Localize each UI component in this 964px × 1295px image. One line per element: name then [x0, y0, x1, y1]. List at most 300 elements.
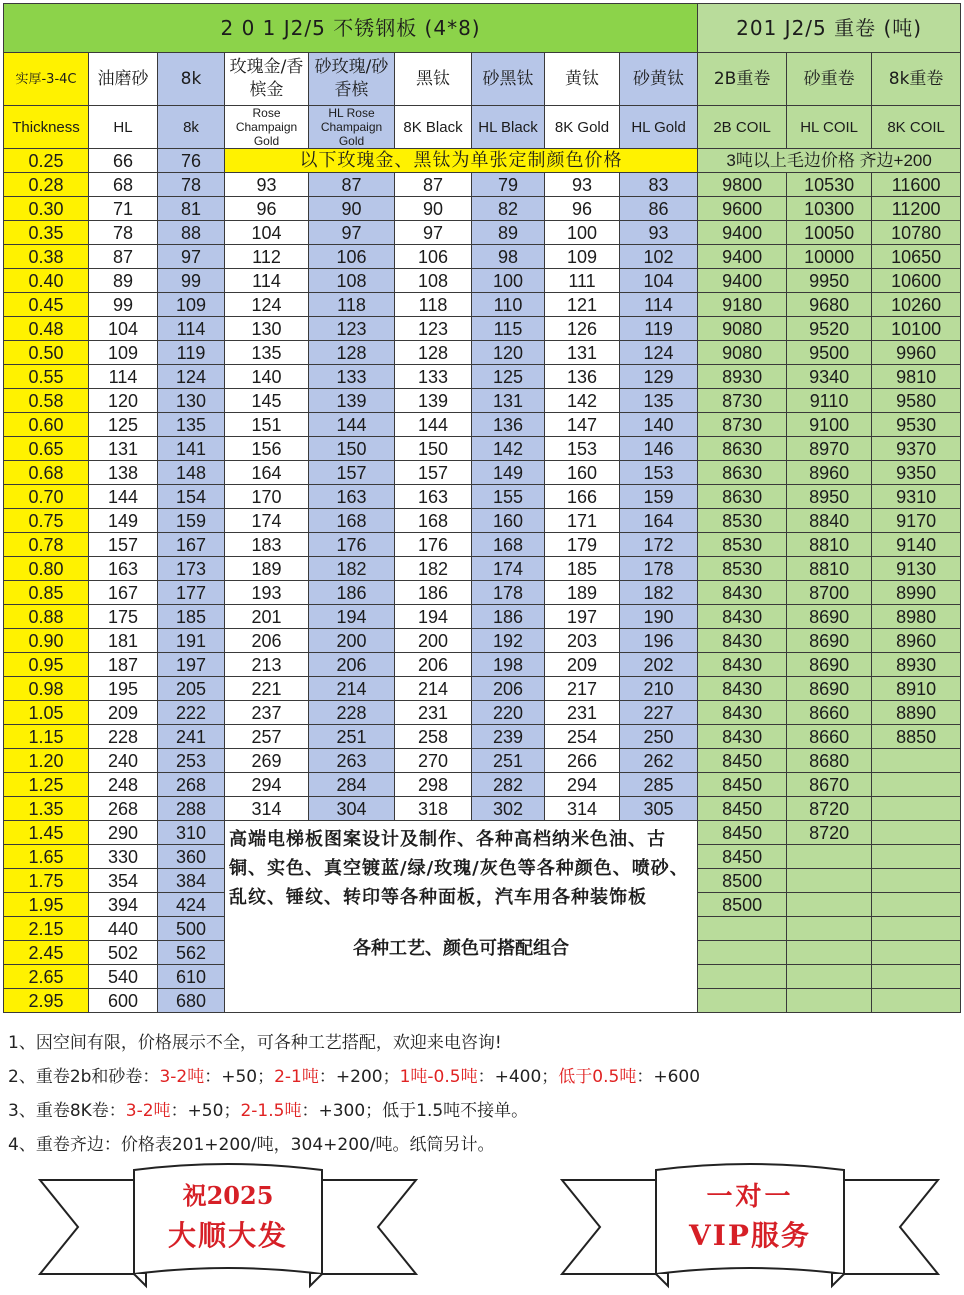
thickness-cell: 0.30: [4, 197, 89, 221]
table-row: [4, 365, 961, 389]
color-price-cell: 206: [309, 653, 395, 677]
color-price-cell: 121: [545, 293, 620, 317]
coil-banner: 3吨以上毛边价格 齐边+200: [698, 149, 961, 173]
hl-price-cell: 181: [89, 629, 158, 653]
hl-price-cell: 114: [89, 365, 158, 389]
coil-price-cell: 10780: [872, 221, 961, 245]
color-price-cell: 194: [395, 605, 472, 629]
color-price-cell: 183: [225, 533, 309, 557]
header-cn-cell: 砂重卷: [787, 53, 872, 106]
k8-price-cell: 119: [158, 341, 225, 365]
coil-price-cell: 8730: [698, 389, 787, 413]
color-price-cell: 186: [395, 581, 472, 605]
color-price-cell: 98: [472, 245, 545, 269]
color-price-cell: 251: [472, 749, 545, 773]
hl-price-cell: 104: [89, 317, 158, 341]
color-price-cell: 254: [545, 725, 620, 749]
thickness-cell: 1.45: [4, 821, 89, 845]
hl-price-cell: 109: [89, 341, 158, 365]
color-price-cell: 186: [472, 605, 545, 629]
coil-price-cell: 8500: [698, 869, 787, 893]
color-price-cell: 93: [620, 221, 698, 245]
k8-price-cell: 135: [158, 413, 225, 437]
coil-price-cell: [872, 773, 961, 797]
hl-price-cell: 87: [89, 245, 158, 269]
header-cn-cell: 玫瑰金/香槟金: [225, 53, 309, 106]
coil-price-cell: 9950: [787, 269, 872, 293]
color-price-cell: 189: [545, 581, 620, 605]
promo-text: 高端电梯板图案设计及制作、各种高档纳米色油、古铜、实色、真空镀蓝/绿/玫瑰/灰色等各种颜色、喷砂、乱纹、锤纹、转印等各种面板，汽车用各种装饰板: [229, 829, 689, 908]
table-row: [4, 797, 961, 821]
color-price-cell: 251: [309, 725, 395, 749]
hl-price-cell: 138: [89, 461, 158, 485]
thickness-cell: 0.85: [4, 581, 89, 605]
coil-price-cell: 8430: [698, 629, 787, 653]
color-price-cell: 97: [309, 221, 395, 245]
color-price-cell: 182: [620, 581, 698, 605]
color-price-cell: 128: [309, 341, 395, 365]
table-row: [4, 701, 961, 725]
coil-price-cell: 9400: [698, 269, 787, 293]
color-price-cell: 114: [620, 293, 698, 317]
coil-price-cell: 8530: [698, 509, 787, 533]
color-price-cell: 170: [225, 485, 309, 509]
coil-price-cell: [872, 893, 961, 917]
k8-price-cell: 173: [158, 557, 225, 581]
ribbon-right: [560, 1162, 940, 1292]
ribbon-right-line2: VIP服务: [689, 1219, 811, 1252]
color-price-cell: 100: [545, 221, 620, 245]
coil-price-cell: 8840: [787, 509, 872, 533]
k8-price-cell: 424: [158, 893, 225, 917]
header-cn-cell: 8k重卷: [872, 53, 961, 106]
coil-price-cell: [787, 989, 872, 1013]
coil-price-cell: 8690: [787, 677, 872, 701]
table-row: [4, 173, 961, 197]
hl-price-cell: 394: [89, 893, 158, 917]
coil-price-cell: [787, 893, 872, 917]
coil-price-cell: 8430: [698, 581, 787, 605]
note-2-d: 2-1吨: [274, 1067, 319, 1087]
thickness-cell: 0.40: [4, 269, 89, 293]
promo-sub: 各种工艺、颜色可搭配组合: [353, 938, 570, 959]
color-price-cell: 109: [545, 245, 620, 269]
hl-price-cell: 600: [89, 989, 158, 1013]
coil-price-cell: 8720: [787, 821, 872, 845]
color-price-cell: 136: [545, 365, 620, 389]
coil-price-cell: 8690: [787, 605, 872, 629]
color-price-cell: 203: [545, 629, 620, 653]
color-price-cell: 144: [395, 413, 472, 437]
hl-price-cell: 248: [89, 773, 158, 797]
thickness-cell: 0.55: [4, 365, 89, 389]
coil-price-cell: 10530: [787, 173, 872, 197]
color-price-cell: 133: [309, 365, 395, 389]
coil-price-cell: 8630: [698, 461, 787, 485]
header-cn-cell: 油磨砂: [89, 53, 158, 106]
color-price-cell: 142: [472, 437, 545, 461]
color-price-cell: 160: [472, 509, 545, 533]
color-price-cell: 96: [225, 197, 309, 221]
hl-price-cell: 78: [89, 221, 158, 245]
hl-price-cell: 330: [89, 845, 158, 869]
color-price-cell: 270: [395, 749, 472, 773]
hl-price-cell: 144: [89, 485, 158, 509]
coil-price-cell: 9370: [872, 437, 961, 461]
ribbon-left-line2: 大顺大发: [167, 1219, 288, 1252]
coil-price-cell: 8450: [698, 845, 787, 869]
color-price-cell: 196: [620, 629, 698, 653]
thickness-cell: 1.15: [4, 725, 89, 749]
thickness-cell: 0.98: [4, 677, 89, 701]
color-price-cell: 155: [472, 485, 545, 509]
color-price-cell: 227: [620, 701, 698, 725]
thickness-cell: 0.25: [4, 149, 89, 173]
k8-price-cell: 114: [158, 317, 225, 341]
thickness-cell: 0.48: [4, 317, 89, 341]
color-price-cell: 318: [395, 797, 472, 821]
color-price-cell: 145: [225, 389, 309, 413]
coil-price-cell: 8630: [698, 485, 787, 509]
color-price-cell: 263: [309, 749, 395, 773]
color-price-cell: 100: [472, 269, 545, 293]
note-2-b: 3-2吨: [159, 1067, 205, 1087]
color-price-cell: 124: [225, 293, 309, 317]
thickness-cell: 2.45: [4, 941, 89, 965]
color-price-cell: 126: [545, 317, 620, 341]
ribbon-right-line1: 一对一: [706, 1182, 794, 1212]
note-2-f: 1吨-0.5吨: [399, 1067, 478, 1087]
coil-price-cell: [872, 989, 961, 1013]
coil-price-cell: 9500: [787, 341, 872, 365]
color-price-cell: 153: [545, 437, 620, 461]
color-price-cell: 168: [472, 533, 545, 557]
k8-price-cell: 310: [158, 821, 225, 845]
header-cn-cell: 黑钛: [395, 53, 472, 106]
color-price-cell: 142: [545, 389, 620, 413]
coil-price-cell: 9350: [872, 461, 961, 485]
color-price-cell: 202: [620, 653, 698, 677]
color-price-cell: 214: [309, 677, 395, 701]
k8-price-cell: 177: [158, 581, 225, 605]
note-2-e: ：+200；: [318, 1067, 400, 1087]
hl-price-cell: 167: [89, 581, 158, 605]
thickness-cell: 1.35: [4, 797, 89, 821]
color-price-cell: 144: [309, 413, 395, 437]
color-price-cell: 304: [309, 797, 395, 821]
color-price-cell: 125: [472, 365, 545, 389]
hl-price-cell: 240: [89, 749, 158, 773]
coil-price-cell: 8970: [787, 437, 872, 461]
coil-price-cell: 8660: [787, 701, 872, 725]
color-price-cell: 250: [620, 725, 698, 749]
thickness-cell: 0.45: [4, 293, 89, 317]
coil-price-cell: 8700: [787, 581, 872, 605]
note-2-a: 2、重卷2b和砂卷：: [8, 1067, 160, 1087]
coil-price-cell: 8530: [698, 533, 787, 557]
color-price-cell: 262: [620, 749, 698, 773]
coil-price-cell: 9170: [872, 509, 961, 533]
coil-price-cell: 8430: [698, 725, 787, 749]
color-price-cell: 131: [545, 341, 620, 365]
color-price-cell: 90: [309, 197, 395, 221]
coil-price-cell: 9400: [698, 221, 787, 245]
hl-price-cell: 157: [89, 533, 158, 557]
coil-price-cell: 8660: [787, 725, 872, 749]
note-4-text: 4、重卷齐边：价格表201+200/吨，304+200/吨。纸筒另计。: [8, 1135, 495, 1155]
header-cn-cell: 砂玫瑰/砂香槟: [309, 53, 395, 106]
color-price-cell: 160: [545, 461, 620, 485]
thickness-cell: 1.75: [4, 869, 89, 893]
k8-price-cell: 191: [158, 629, 225, 653]
thickness-cell: 2.95: [4, 989, 89, 1013]
color-price-cell: 150: [309, 437, 395, 461]
note-3-c: ：+50；: [170, 1101, 241, 1121]
color-price-cell: 139: [309, 389, 395, 413]
color-price-cell: 201: [225, 605, 309, 629]
color-price-cell: 298: [395, 773, 472, 797]
table-row: [4, 773, 961, 797]
coil-price-cell: 11600: [872, 173, 961, 197]
color-price-cell: 151: [225, 413, 309, 437]
color-price-cell: 118: [309, 293, 395, 317]
hl-price-cell: 66: [89, 149, 158, 173]
table-row: [4, 581, 961, 605]
color-price-cell: 131: [472, 389, 545, 413]
coil-price-cell: 8990: [872, 581, 961, 605]
color-price-cell: 193: [225, 581, 309, 605]
color-price-cell: 221: [225, 677, 309, 701]
color-price-cell: 228: [309, 701, 395, 725]
color-price-cell: 168: [309, 509, 395, 533]
header-cn-cell: 实厚-3-4C: [4, 53, 89, 106]
coil-price-cell: 8980: [872, 605, 961, 629]
color-price-cell: 172: [620, 533, 698, 557]
header-cn-cell: 8k: [158, 53, 225, 106]
color-price-cell: 305: [620, 797, 698, 821]
color-price-cell: 200: [309, 629, 395, 653]
coil-price-cell: 9580: [872, 389, 961, 413]
coil-price-cell: 11200: [872, 197, 961, 221]
hl-price-cell: 149: [89, 509, 158, 533]
color-price-cell: 118: [395, 293, 472, 317]
hl-price-cell: 502: [89, 941, 158, 965]
note-1-text: 1、因空间有限，价格展示不全，可各种工艺搭配，欢迎来电咨询!: [8, 1033, 502, 1053]
color-price-cell: 192: [472, 629, 545, 653]
color-price-cell: 194: [309, 605, 395, 629]
thickness-cell: 1.65: [4, 845, 89, 869]
header-row-en: [4, 106, 961, 149]
hl-price-cell: 540: [89, 965, 158, 989]
color-price-cell: 93: [225, 173, 309, 197]
color-price-cell: 176: [309, 533, 395, 557]
table-row: [4, 677, 961, 701]
k8-price-cell: 205: [158, 677, 225, 701]
color-price-cell: 164: [620, 509, 698, 533]
coil-price-cell: 8430: [698, 677, 787, 701]
color-price-cell: 206: [225, 629, 309, 653]
coil-price-cell: 8630: [698, 437, 787, 461]
k8-price-cell: 148: [158, 461, 225, 485]
coil-price-cell: 9810: [872, 365, 961, 389]
color-price-cell: 108: [309, 269, 395, 293]
color-price-cell: 269: [225, 749, 309, 773]
header-en-cell: 8K Gold: [545, 106, 620, 149]
header-en-cell: HL COIL: [787, 106, 872, 149]
color-price-cell: 124: [620, 341, 698, 365]
table-row: [4, 317, 961, 341]
coil-price-cell: 8960: [787, 461, 872, 485]
thickness-cell: 0.35: [4, 221, 89, 245]
hl-price-cell: 228: [89, 725, 158, 749]
coil-price-cell: [698, 989, 787, 1013]
header-en-cell: HL Rose Champaign Gold: [309, 106, 395, 149]
notes-section: [8, 1030, 948, 1166]
k8-price-cell: 99: [158, 269, 225, 293]
thickness-cell: 0.60: [4, 413, 89, 437]
k8-price-cell: 360: [158, 845, 225, 869]
table-row: [4, 509, 961, 533]
coil-price-cell: 9680: [787, 293, 872, 317]
coil-price-cell: [698, 917, 787, 941]
color-price-cell: 164: [225, 461, 309, 485]
color-price-cell: 163: [309, 485, 395, 509]
price-sheet: [3, 3, 960, 1013]
table-row: [4, 821, 961, 845]
color-price-cell: 108: [395, 269, 472, 293]
coil-price-cell: 8930: [872, 653, 961, 677]
hl-price-cell: 268: [89, 797, 158, 821]
color-price-cell: 200: [395, 629, 472, 653]
thickness-cell: 1.95: [4, 893, 89, 917]
thickness-cell: 0.65: [4, 437, 89, 461]
k8-price-cell: 167: [158, 533, 225, 557]
thickness-cell: 1.25: [4, 773, 89, 797]
thickness-cell: 0.78: [4, 533, 89, 557]
sheet-title: 2 0 1 J2/5 不锈钢板 (4*8): [4, 4, 698, 53]
header-en-cell: HL Gold: [620, 106, 698, 149]
header-cn-cell: 黄钛: [545, 53, 620, 106]
coil-price-cell: 8450: [698, 749, 787, 773]
hl-price-cell: 175: [89, 605, 158, 629]
coil-price-cell: 10100: [872, 317, 961, 341]
header-cn-cell: 砂黄钛: [620, 53, 698, 106]
table-row: [4, 629, 961, 653]
coil-price-cell: [787, 869, 872, 893]
coil-price-cell: 9080: [698, 341, 787, 365]
color-price-cell: 102: [620, 245, 698, 269]
color-price-cell: 104: [620, 269, 698, 293]
color-price-cell: 140: [225, 365, 309, 389]
k8-price-cell: 610: [158, 965, 225, 989]
coil-price-cell: 9110: [787, 389, 872, 413]
color-price-cell: 198: [472, 653, 545, 677]
coil-price-cell: [872, 941, 961, 965]
note-3-a: 3、重卷8K卷：: [8, 1101, 126, 1121]
note-2-g: ：+400；: [477, 1067, 559, 1087]
coil-price-cell: 8450: [698, 821, 787, 845]
coil-price-cell: [872, 917, 961, 941]
color-price-cell: 166: [545, 485, 620, 509]
color-price-cell: 135: [620, 389, 698, 413]
table-row: [4, 341, 961, 365]
color-price-cell: 302: [472, 797, 545, 821]
table-row: [4, 461, 961, 485]
table-row: [4, 485, 961, 509]
color-price-cell: 178: [472, 581, 545, 605]
coil-price-cell: 9960: [872, 341, 961, 365]
note-3-b: 3-2吨: [125, 1101, 171, 1121]
color-price-cell: 163: [395, 485, 472, 509]
color-price-cell: 257: [225, 725, 309, 749]
color-price-cell: 179: [545, 533, 620, 557]
hl-price-cell: 163: [89, 557, 158, 581]
table-row: [4, 437, 961, 461]
coil-price-cell: 8500: [698, 893, 787, 917]
coil-price-cell: 10600: [872, 269, 961, 293]
k8-price-cell: 81: [158, 197, 225, 221]
hl-price-cell: 209: [89, 701, 158, 725]
color-price-cell: 156: [225, 437, 309, 461]
k8-price-cell: 500: [158, 917, 225, 941]
header-en-cell: 8K Black: [395, 106, 472, 149]
color-price-cell: 209: [545, 653, 620, 677]
color-price-cell: 174: [472, 557, 545, 581]
coil-price-cell: 8430: [698, 653, 787, 677]
color-price-cell: 285: [620, 773, 698, 797]
color-price-cell: 106: [395, 245, 472, 269]
color-price-cell: 189: [225, 557, 309, 581]
color-price-cell: 89: [472, 221, 545, 245]
k8-price-cell: 222: [158, 701, 225, 725]
table-row: [4, 725, 961, 749]
header-en-cell: Thickness: [4, 106, 89, 149]
coil-price-cell: [787, 917, 872, 941]
color-price-cell: 150: [395, 437, 472, 461]
coil-price-cell: 8890: [872, 701, 961, 725]
hl-price-cell: 89: [89, 269, 158, 293]
color-price-cell: 314: [225, 797, 309, 821]
thickness-cell: 0.50: [4, 341, 89, 365]
thickness-cell: 2.65: [4, 965, 89, 989]
coil-price-cell: 8690: [787, 653, 872, 677]
coil-price-cell: [698, 965, 787, 989]
coil-price-cell: 9140: [872, 533, 961, 557]
color-price-cell: 135: [225, 341, 309, 365]
coil-price-cell: 10300: [787, 197, 872, 221]
k8-price-cell: 253: [158, 749, 225, 773]
note-3: [8, 1098, 948, 1132]
color-price-cell: 206: [395, 653, 472, 677]
color-price-cell: 90: [395, 197, 472, 221]
table-row: [4, 197, 961, 221]
note-2: [8, 1064, 948, 1098]
hl-price-cell: 195: [89, 677, 158, 701]
color-price-cell: 182: [395, 557, 472, 581]
color-price-cell: 133: [395, 365, 472, 389]
k8-price-cell: 78: [158, 173, 225, 197]
table-row: [4, 749, 961, 773]
coil-price-cell: [872, 797, 961, 821]
color-price-cell: 284: [309, 773, 395, 797]
color-price-cell: 149: [472, 461, 545, 485]
hl-price-cell: 120: [89, 389, 158, 413]
coil-price-cell: 8690: [787, 629, 872, 653]
k8-price-cell: 97: [158, 245, 225, 269]
k8-price-cell: 88: [158, 221, 225, 245]
color-price-cell: 237: [225, 701, 309, 725]
coil-price-cell: 8720: [787, 797, 872, 821]
